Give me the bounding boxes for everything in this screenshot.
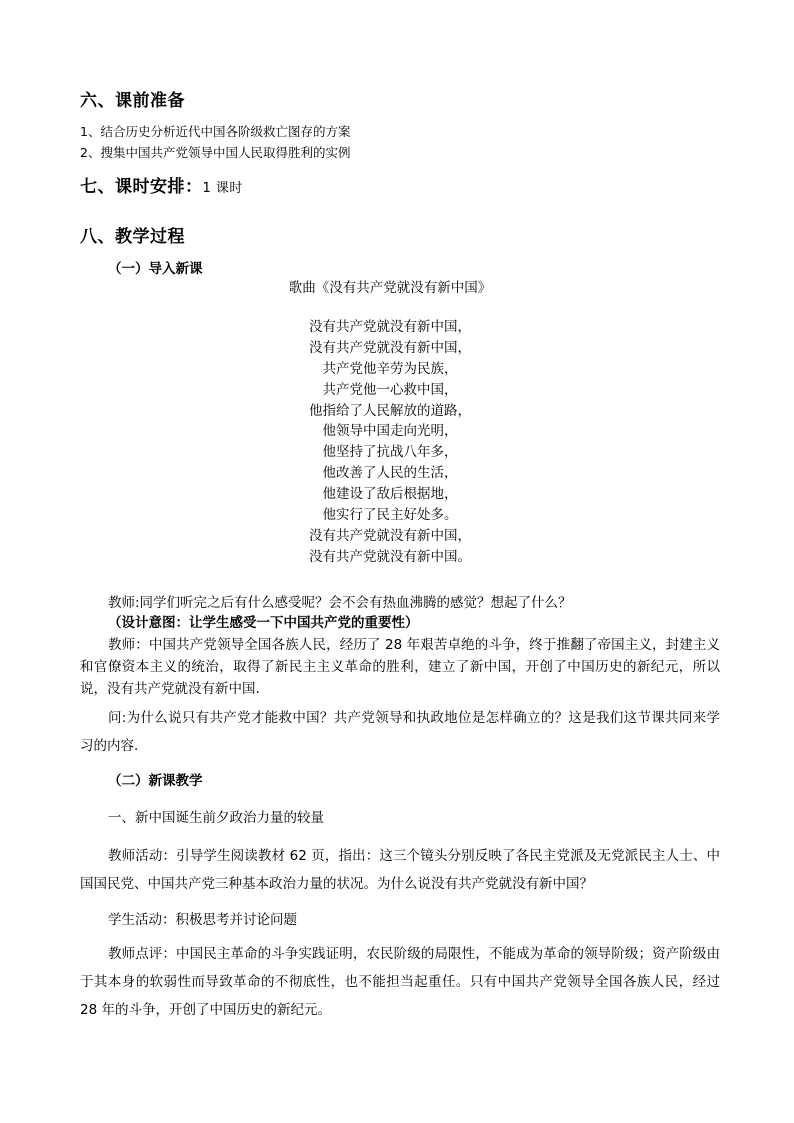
section6-title: 六、课前准备 (80, 91, 185, 111)
section6-item-1: 1、结合历史分析近代中国各阶级救亡图存的方案 (80, 124, 351, 139)
song-title: 歌曲《没有共产党就没有新中国》 (288, 280, 492, 296)
teacher-comment: 教师点评：中国民主革命的斗争实践证明，农民阶级的局限性，不能成为革命的领导阶级；资产阶级由于其本身的软弱性而导致革命的不彻底性，也不能担当起重任。只有中国共产党领导全国各族人民，经过 28 年的斗争，开创了中国历史的新纪元。 (80, 946, 720, 1018)
section7-heading (80, 172, 243, 197)
section6-item-2: 2、搜集中国共产党领导中国人民取得胜利的实例 (80, 145, 351, 160)
design-intent: （设计意图：让学生感受一下中国共产党的重要性） (108, 615, 419, 631)
lyric-line: 他领导中国走向光明， (322, 423, 458, 440)
part2-heading: （二）新课教学 (108, 773, 203, 789)
section8-title: 八、教学过程 (80, 227, 185, 247)
lyric-line: 他建设了敌后根据地， (322, 486, 458, 503)
lyric-line: 没有共产党就没有新中国， (309, 527, 471, 544)
lyric-line: 他指给了人民解放的道路， (309, 402, 471, 419)
lyric-line: 没有共产党就没有新中国， (309, 319, 471, 335)
lyric-line: 共产党他辛劳为民族， (322, 360, 458, 377)
lyric-line: 他坚持了抗战八年多， (322, 444, 458, 461)
student-activity: 学生活动：积极思考并讨论问题 (108, 912, 297, 928)
teacher-speech: 教师：中国共产党领导全国各族人民，经历了 28 年艰苦卓绝的斗争，终于推翻了帝国主义，封建主义和官僚资本主义的统治，取得了新民主主义革命的胜利，建立了新中国，开创了中国历史的新纪元，所以说，没有共产党就没有新中国. (80, 637, 720, 697)
question-paragraph: 问:为什么说只有共产党才能救中国？共产党领导和执政地位是怎样确立的？这是我们这节课共同来学习的内容. (80, 710, 720, 754)
teacher-activity: 教师活动：引导学生阅读教材 62 页，指出：这三个镜头分别反映了各民主党派及无党派民主人士、中国国民党、中国共产党三种基本政治力量的状况。为什么说没有共产党就没有新中国？ (80, 848, 720, 892)
lyric-line: 没有共产党就没有新中国。 (309, 548, 471, 565)
teacher-question: 教师:同学们听完之后有什么感受呢？会不会有热血沸腾的感觉？想起了什么？ (108, 595, 572, 611)
part1-heading: （一）导入新课 (108, 261, 203, 277)
lyric-line: 他改善了人民的生活， (322, 465, 458, 482)
lyric-line: 他实行了民主好处多。 (322, 507, 458, 524)
topic-heading: 一、新中国诞生前夕政治力量的较量 (108, 810, 324, 826)
song-lyrics (200, 317, 580, 568)
section7-value: 1 课时 (202, 181, 243, 196)
section7-title: 七、课时安排： (80, 177, 203, 197)
lyric-line: 共产党他一心救中国， (322, 381, 458, 398)
lyric-line: 没有共产党就没有新中国， (309, 339, 471, 356)
